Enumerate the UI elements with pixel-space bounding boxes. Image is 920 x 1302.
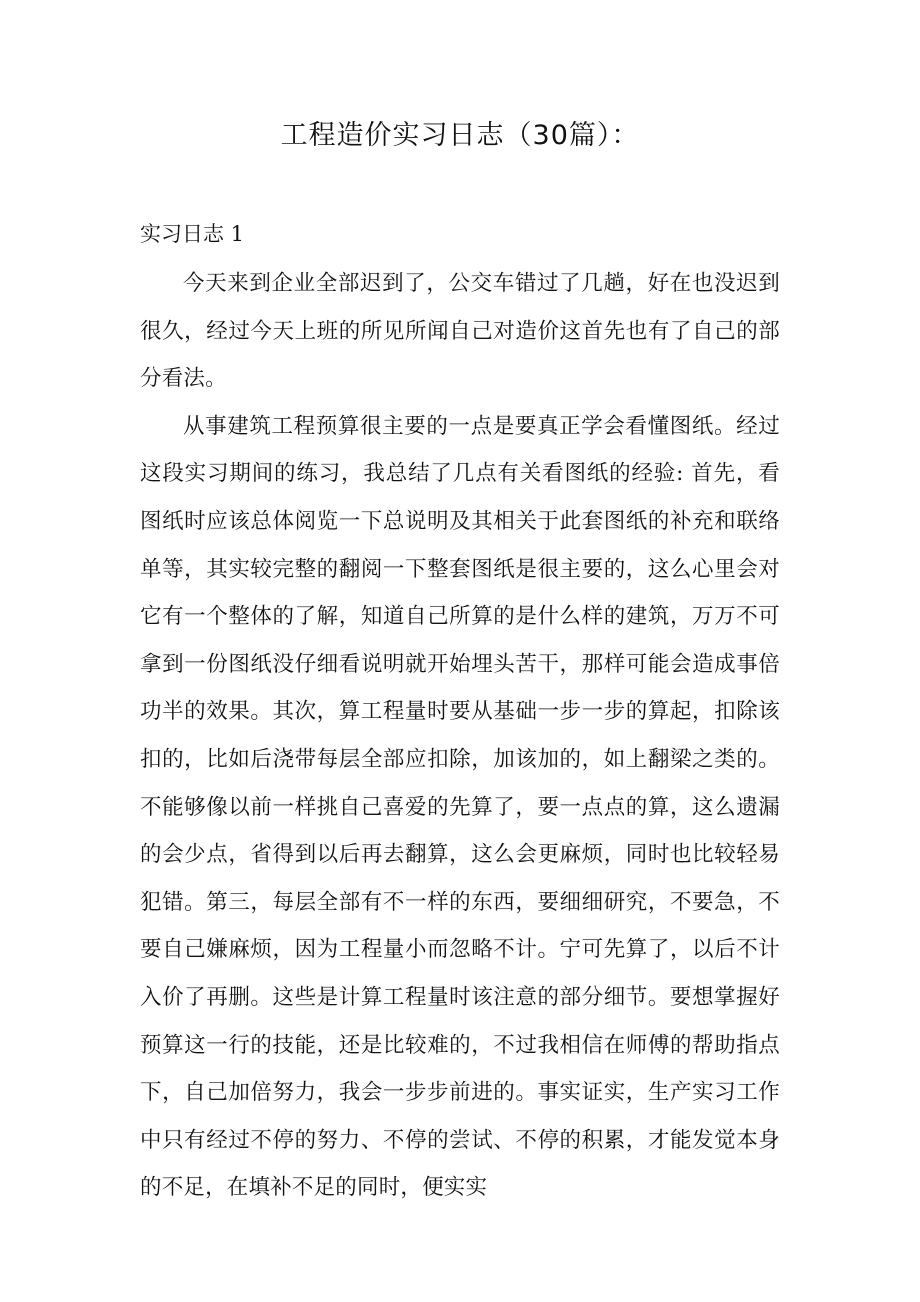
- body-text: [140, 260, 780, 1212]
- paragraph: 从事建筑工程预算很主要的一点是要真正学会看懂图纸。经过这段实习期间的练习，我总结了几点有关看图纸的经验: 首先，看图纸时应该总体阅览一下总说明及其相关于此套图纸的补充和联络单等，其实较完整的翻阅一下整套图纸是很主要的，这么心里会对它有一个整体的了解，知道自己所算的是什么样的建筑，万万不可拿到一份图纸没仔细看说明就开始埋头苦干，那样可能会造成事倍功半的效果。其次，算工程量时要从基础一步一步的算起，扣除该扣的，比如后浇带每层全部应扣除，加该加的，如上翻梁之类的。不能够像以前一样挑自己喜爱的先算了，要一点点的算，这么遗漏的会少点，省得到以后再去翻算，这么会更麻烦，同时也比较轻易犯错。第三，每层全部有不一样的东西，要细细研究，不要急，不要自己嫌麻烦，因为工程量小而忽略不计。宁可先算了，以后不计入价了再删。这些是计算工程量时该注意的部分细节。要想掌握好预算这一行的技能，还是比较难的，不过我相信在师傅的帮助指点下，自己加倍努力，我会一步步前进的。事实证实，生产实习工作中只有经过不停的努力、不停的尝试、不停的积累，才能发觉本身的不足，在填补不足的同时，便实实: [140, 413, 780, 1201]
- section-heading: 实习日志 1: [140, 222, 245, 246]
- paragraph: 今天来到企业全部迟到了，公交车错过了几趟，好在也没迟到很久，经过今天上班的所见所闻自己对造价这首先也有了自己的部分看法。: [140, 271, 780, 392]
- document-title: 工程造价实习日志（30篇）：: [280, 120, 640, 151]
